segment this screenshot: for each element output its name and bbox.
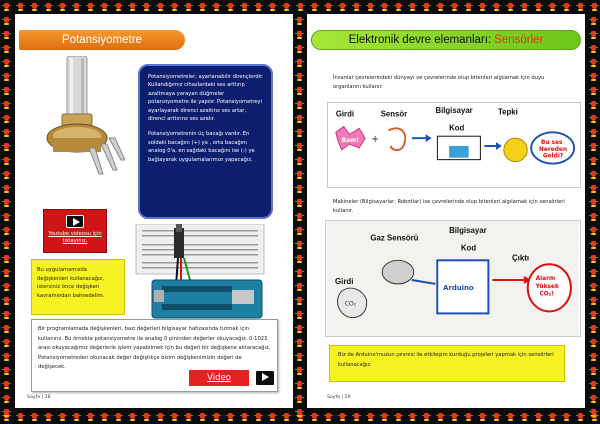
bug-ornament [589,72,598,82]
gas-intro-text: Makineler (Bilgisayarlar, Robotlar) ise çevrelerinde olup bitenleri algılamak için sensörleri kullanır. [333,199,565,214]
bug-ornament [548,2,557,12]
bug-ornament [2,310,11,320]
bug-ornament [170,2,179,12]
bug-ornament [295,380,304,390]
bug-ornament [295,142,304,152]
bug-ornament [184,2,193,12]
bug-ornament [589,184,598,194]
svg-text:+: + [370,134,380,146]
bug-ornament [2,44,11,54]
bug-ornament [268,2,277,12]
bug-ornament [295,128,304,138]
bug-ornament [295,58,304,68]
bug-ornament [295,394,304,404]
bug-ornament [478,2,487,12]
bug-ornament [295,352,304,362]
bug-ornament [589,352,598,362]
pot-info-paragraph-1: Potansiyometreler, ayarlanabilir dirençlerdir. Kullandığımız cihazlardaki ses arttırıp azaltmaya yarayan düğmeler potansiyometre ile yapılır. Potansiyometreyi ayarlayarak direnci azaltırız ses artar, direnci arttırırız ses azalır. [148,74,264,123]
bug-ornament [295,184,304,194]
flow-label-reaction: Tepki [497,107,518,117]
youtube-video-box[interactable] [43,209,107,253]
bug-ornament [2,268,11,278]
bug-ornament [128,2,137,12]
bug-ornament [295,100,304,110]
bug-ornament [296,2,305,12]
arduino-note-text: Biz de Arduino'muzun çevresi ile etkileşim kurduğu projeleri yapmak için sensörleri kullanacağız. [338,352,554,368]
bug-ornament [380,412,389,422]
bug-ornament [589,226,598,236]
bug-ornament [295,254,304,264]
bug-ornament [295,366,304,376]
bug-ornament [86,2,95,12]
bug-ornament [254,412,263,422]
bug-ornament [295,240,304,250]
bug-ornament [295,268,304,278]
bug-ornament [450,2,459,12]
bug-ornament [44,2,53,12]
bug-ornament [450,412,459,422]
bug-ornament [295,156,304,166]
bug-ornament [58,2,67,12]
youtube-video-link[interactable]: Youtube videosu için tıklayınız. [48,231,102,244]
bug-ornament [268,412,277,422]
bug-ornament [589,338,598,348]
bug-ornament [589,240,598,250]
bug-ornament [2,86,11,96]
bug-ornament [2,72,11,82]
bug-ornament [2,30,11,40]
bug-ornament [156,412,165,422]
potentiometer-image [41,56,125,178]
gas-label-sensor: Gaz Sensörü [370,233,419,243]
bug-ornament [589,366,598,376]
gas-bubble-1: Alarm [535,275,556,282]
bug-ornament [198,412,207,422]
bug-ornament [295,198,304,208]
bug-ornament [589,128,598,138]
bug-ornament [156,2,165,12]
bug-ornament [72,412,81,422]
bug-ornament [352,2,361,12]
bug-ornament [589,30,598,40]
bug-ornament [30,2,39,12]
pot-info-paragraph-2: Potansiyometrenin üç bacağı vardır. En soldaki bacağını (+) ya , orta bacağını analog 0'a, en sağdaki bacağını ise (-) ye bağlayarak uygulamalarımızı yapacağız. [148,131,255,163]
play-icon [66,215,84,228]
bug-ornament [589,198,598,208]
bug-ornament [2,212,11,222]
bug-ornament [436,2,445,12]
bug-ornament [589,44,598,54]
bug-ornament [338,2,347,12]
bug-ornament [576,2,585,12]
gas-label-input: Girdi [335,276,354,286]
bug-ornament [324,2,333,12]
bug-ornament [184,412,193,422]
bug-ornament [2,16,11,26]
bug-ornament [30,412,39,422]
bug-ornament [295,408,304,418]
bug-ornament [436,412,445,422]
bug-ornament [240,412,249,422]
variables-note-box [31,259,125,315]
bug-ornament [2,184,11,194]
flow-label-code: Kod [449,123,465,133]
bug-ornament [295,44,304,54]
bug-ornament [589,324,598,334]
bug-ornament [589,212,598,222]
flow-bubble-1: Bu ses [540,140,563,147]
right-page-title-highlight: Sensörler [494,34,544,46]
bug-ornament [589,142,598,152]
bug-ornament [282,2,291,12]
bug-ornament [2,156,11,166]
bug-ornament [142,412,151,422]
potentiometer-info-box [138,64,273,219]
bug-ornament [338,412,347,422]
right-page-title [311,30,581,50]
right-page [307,14,585,408]
bug-ornament [408,412,417,422]
bug-ornament [2,282,11,292]
bug-ornament [478,412,487,422]
bug-ornament [366,412,375,422]
bug-ornament [2,226,11,236]
bug-ornament [2,324,11,334]
breadboard-circuit-image [132,224,272,319]
bug-ornament [352,412,361,422]
bug-ornament [380,2,389,12]
bug-ornament [295,212,304,222]
bug-ornament [2,198,11,208]
bug-ornament [589,408,598,418]
bug-ornament [114,2,123,12]
page-number: Sayfa | 29 [327,395,351,400]
bug-ornament [589,156,598,166]
bug-ornament [295,282,304,292]
bug-ornament [562,2,571,12]
bug-ornament [506,2,515,12]
bug-ornament [394,2,403,12]
bug-ornament [492,2,501,12]
bug-ornament [128,412,137,422]
gas-label-code: Kod [460,243,477,253]
bug-ornament [240,2,249,12]
bug-ornament [295,72,304,82]
bug-ornament [295,296,304,306]
left-page-title [19,30,185,50]
bug-ornament [16,412,25,422]
bug-ornament [114,412,123,422]
bug-ornament [295,170,304,180]
gas-bubble-2: Yüksek [535,283,559,290]
bug-ornament [295,310,304,320]
bug-ornament [589,16,598,26]
bug-ornament [548,412,557,422]
bug-ornament [324,412,333,422]
bug-ornament [295,16,304,26]
bug-ornament [589,394,598,404]
bug-ornament [589,380,598,390]
bug-ornament [295,226,304,236]
bug-ornament [100,412,109,422]
bug-ornament [464,2,473,12]
bug-ornament [295,30,304,40]
bug-ornament [589,100,598,110]
sensor-flow-diagram [327,102,581,188]
bug-ornament [282,412,291,422]
flow-label-computer: Bilgisayar [435,105,473,115]
arduino-note-box [329,345,565,382]
bug-ornament [226,412,235,422]
bug-ornament [142,2,151,12]
bug-ornament [534,412,543,422]
program-variables-text: Bir programlamada değişkenleri, bazı değerleri bilgisayar hafızasında tutmak için kullanırız. Bu örnekte potansiyometre ile analog 0 pininden değerler okuyacağız. 0-1023 arası okuyacağımız değerlerle işlem yapabilmek için bu değeri bir değişkene aktaracağız. Potansiyometreden okunacak değer değiştikçe bizim değişkenimizin değeri de değişecek. [38,326,271,370]
bug-ornament [2,100,11,110]
bug-ornament [590,2,599,12]
bug-ornament [589,254,598,264]
bug-ornament [589,114,598,124]
bug-ornament [44,412,53,422]
gas-bubble-3: CO₂! [539,291,555,298]
bug-ornament [100,2,109,12]
bug-ornament [2,170,11,180]
bug-ornament [589,170,598,180]
bug-ornament [2,240,11,250]
bug-ornament [464,412,473,422]
bug-ornament [16,2,25,12]
bug-ornament [2,366,11,376]
bug-ornament [394,412,403,422]
bug-ornament [2,142,11,152]
bug-ornament [422,2,431,12]
flow-label-sensor: Sensör [380,109,408,119]
left-page-title-text: Potansiyometre [62,34,142,46]
bug-ornament [366,2,375,12]
bug-ornament [492,412,501,422]
bug-ornament [2,338,11,348]
bug-ornament [86,412,95,422]
flow-label-input: Girdi [335,109,355,119]
bug-ornament [562,412,571,422]
bug-ornament [295,86,304,96]
bug-ornament [589,268,598,278]
bug-ornament [170,412,179,422]
bug-ornament [589,296,598,306]
bug-ornament [2,380,11,390]
bug-ornament [408,2,417,12]
bug-ornament [2,394,11,404]
flow-bubble-3: Geldi? [542,153,564,160]
bug-ornament [310,2,319,12]
bug-ornament [589,282,598,292]
gas-label-output: Çıktı [511,253,530,263]
page-number: Sayfa | 28 [27,395,51,400]
bug-ornament [506,412,515,422]
bug-ornament [2,254,11,264]
flow-bang-text: Bam! [341,138,359,145]
flow-bubble-2: Nereden [538,146,568,153]
bug-ornament [422,412,431,422]
bug-ornament [589,58,598,68]
video-button[interactable]: Video [189,370,249,386]
gas-label-computer: Bilgisayar [449,225,487,235]
bug-ornament [295,338,304,348]
gas-sensor-diagram [325,220,581,337]
bug-ornament [520,2,529,12]
bug-ornament [2,2,11,12]
bug-ornament [520,412,529,422]
right-page-title-main: Elektronik devre elemanları: [348,34,492,46]
bug-ornament [589,310,598,320]
bug-ornament [2,128,11,138]
bug-ornament [295,324,304,334]
bug-ornament [212,412,221,422]
bug-ornament [2,114,11,124]
bug-ornament [295,114,304,124]
gas-label-co: CO₂ [344,301,356,308]
bug-ornament [2,408,11,418]
bug-ornament [2,352,11,362]
bug-ornament [226,2,235,12]
bug-ornament [58,412,67,422]
bug-ornament [2,296,11,306]
bug-ornament [198,2,207,12]
play-icon[interactable] [255,370,275,386]
sensors-intro-text: İnsanlar çevrelerindeki dünyayı ve çevrelerinde olup bitenleri algılamak için duyu organlarını kullanır. [333,75,545,90]
bug-ornament [534,2,543,12]
left-page [15,14,293,408]
bug-ornament [254,2,263,12]
bug-ornament [212,2,221,12]
bug-ornament [2,58,11,68]
bug-ornament [72,2,81,12]
bug-ornament [576,412,585,422]
variables-note-text: Bu uygulamamızda değişkenleri kullanacağız, istersiniz önce değişken kavramından bahsedelim. [37,267,105,299]
gas-arduino-label: Arduino [443,283,474,292]
bug-ornament [310,412,319,422]
bug-ornament [589,86,598,96]
